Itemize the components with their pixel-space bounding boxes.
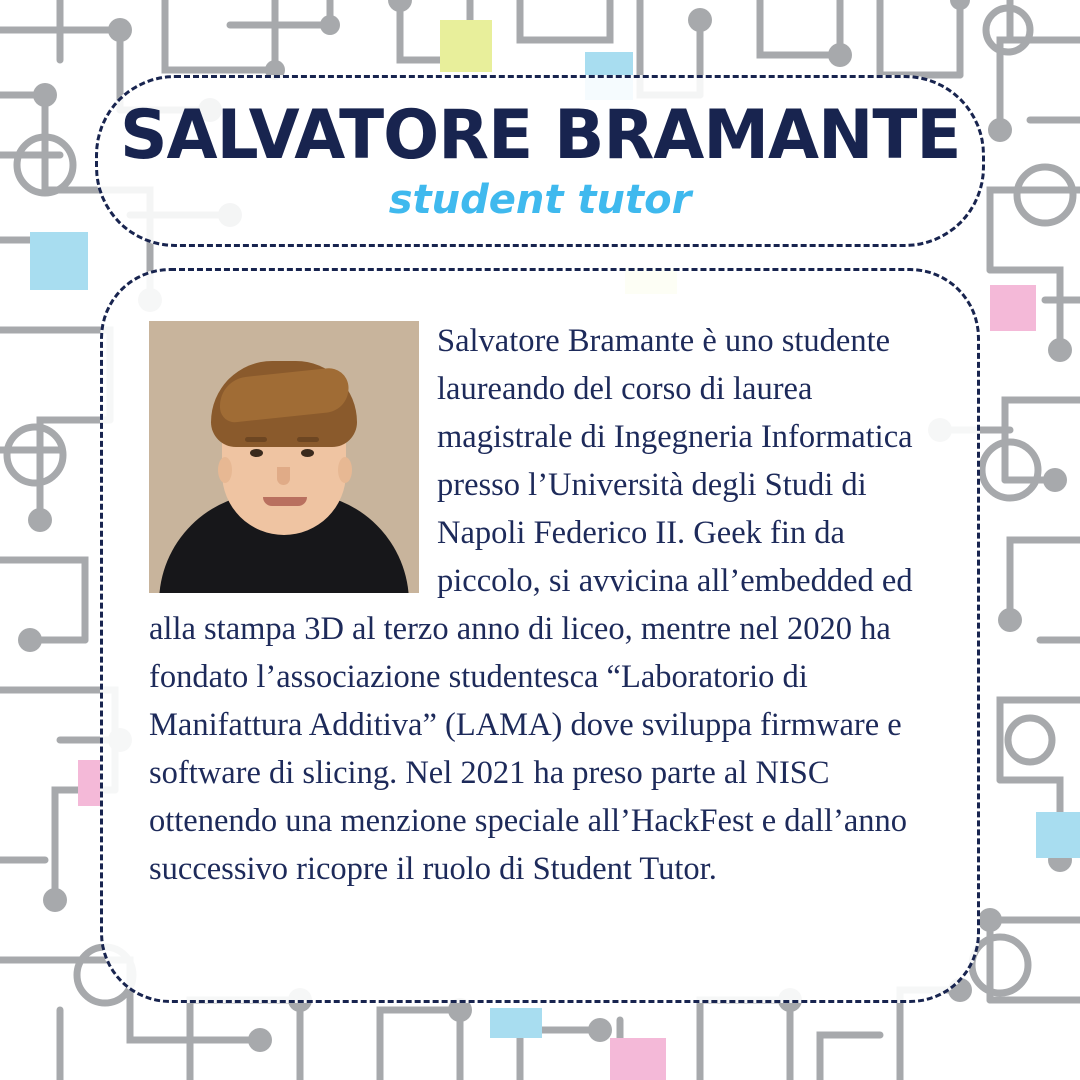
- portrait-eye-left: [250, 449, 263, 457]
- portrait-eye-right: [301, 449, 314, 457]
- role-subtitle: student tutor: [388, 177, 692, 223]
- name-card: [95, 75, 985, 247]
- portrait-ear-right: [338, 457, 352, 483]
- portrait-ear-left: [218, 457, 232, 483]
- page-title: SALVATORE BRAMANTE: [119, 96, 961, 175]
- portrait-eyebrow-right: [297, 437, 319, 442]
- portrait-photo: [149, 321, 419, 593]
- portrait-eyebrow-left: [245, 437, 267, 442]
- portrait-mouth: [263, 497, 307, 506]
- bio-text: Salvatore Bramante è uno studente laureando del corso di laurea magistrale di Ingegneria Informatica presso l’Università degli Studi di Napoli Federico II. Geek fin da piccolo, si avvicina all’embedded ed alla stampa 3D al terzo anno di liceo, mentre nel 2020 ha fondato l’associazione studentesca “Laboratorio di Manifattura Additiva” (LAMA) dove sviluppa firmware e software di slicing. Nel 2021 ha preso parte al NISC ottenendo una menzione speciale all’HackFest e dall’anno successivo ricopre il ruolo di Student Tutor.: [149, 323, 913, 887]
- bio-card: [100, 268, 980, 1003]
- portrait-nose: [277, 467, 290, 485]
